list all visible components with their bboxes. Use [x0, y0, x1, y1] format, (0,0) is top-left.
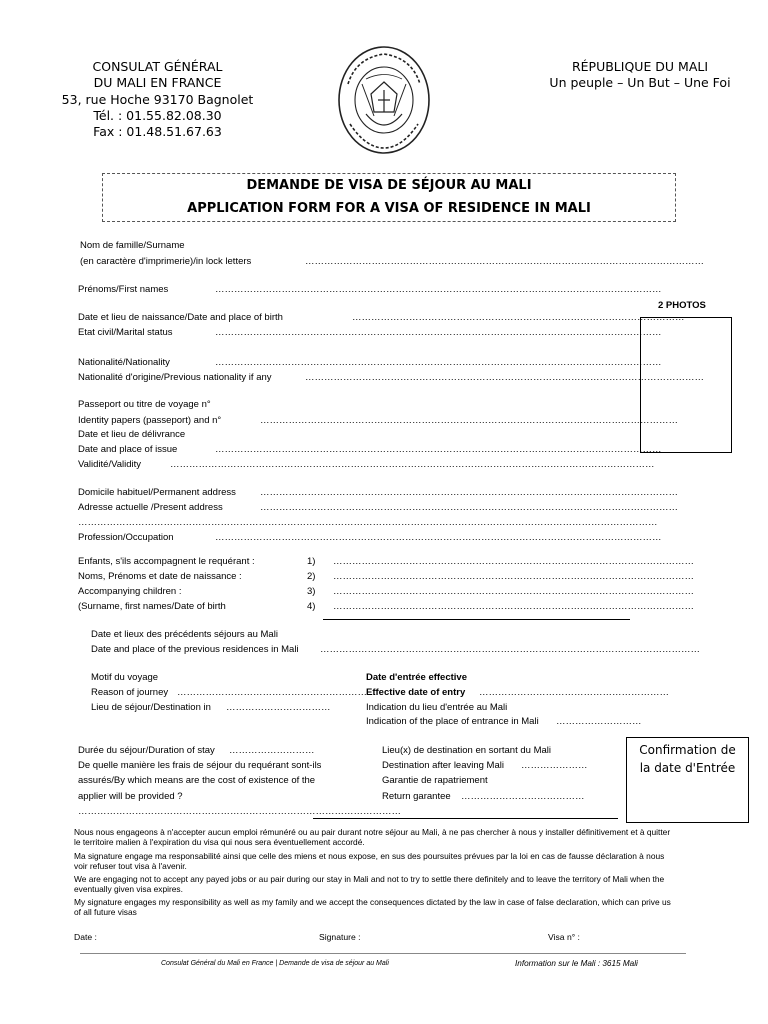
previous-stays-field[interactable]: ………………………………………………………………………………………………………… [320, 644, 700, 655]
field-label: Garantie de rapatriement [382, 775, 488, 786]
header-line: RÉPUBLIQUE DU MALI [571, 59, 709, 74]
field-label: assurés/By which means are the cost of existence of the [78, 775, 316, 786]
field-label: Date et lieux des précédents séjours au Mali [91, 629, 278, 640]
visa-number-label: Visa n° : [548, 932, 580, 942]
field-label: Date d'entrée effective [366, 672, 467, 683]
title-box [102, 173, 676, 222]
confirmation-box[interactable] [626, 737, 749, 823]
field-label: Lieu(x) de destination en sortant du Mali [382, 745, 551, 756]
permanent-address-field[interactable]: …………………………………………………………………………………………………………………… [260, 487, 678, 498]
field-label: Passeport ou titre de voyage n° [78, 399, 211, 410]
header-line: 53, rue Hoche 93170 Bagnolet [61, 91, 254, 107]
field-label: Noms, Prénoms et date de naissance : [78, 571, 242, 582]
field-label: Date et lieu de délivrance [78, 429, 186, 440]
photo-label: 2 PHOTOS [658, 300, 706, 311]
field-label: Indication of the place of entrance in Mali [366, 716, 539, 727]
field-label: Prénoms/First names [78, 284, 169, 295]
consulate-address [40, 59, 275, 140]
field-label: De quelle manière les frais de séjour du requérant sont-ils [78, 760, 322, 771]
field-label: Nationalité d'origine/Previous nationality if any [78, 372, 272, 383]
mali-seal-icon [336, 44, 432, 156]
field-label: Effective date of entry [366, 687, 466, 698]
confirmation-line: Confirmation de [639, 743, 736, 757]
declaration-fr-2: Ma signature engage ma responsabilité ainsi que celle des miens et nous expose, en sus des poursuites prévues par la loi en cas de fausse déclaration à nous voir refuser tout visa à l'avenir. [74, 851, 665, 871]
field-label: Profession/Occupation [78, 532, 174, 543]
motto: Un peuple – Un But – Une Foi [549, 75, 731, 91]
child-field[interactable]: …………………………………………………………………………………………………… [333, 571, 694, 582]
reason-field[interactable]: ……………………………………………………… [177, 687, 377, 698]
field-label: Return garantee [382, 791, 451, 802]
divider [313, 818, 618, 819]
field-label: Accompanying children : [78, 586, 182, 597]
divider [323, 619, 630, 620]
field-label: Destination after leaving Mali [382, 760, 504, 771]
first-names-field[interactable]: …………………………………………………………………………………………………………………………… [215, 284, 662, 295]
passport-field[interactable]: …………………………………………………………………………………………………………………… [260, 415, 678, 426]
signature-label: Signature : [319, 932, 361, 942]
marital-field[interactable]: …………………………………………………………………………………………………………………………… [215, 327, 662, 338]
header-line: DU MALI EN FRANCE [93, 75, 222, 91]
birth-field[interactable]: …………………………………………………………………………………………… [352, 312, 685, 323]
declaration-fr-1: Nous nous engageons à n'accepter aucun emploi rémunéré ou au pair durant notre séjour au Mali, à ne pas chercher à nous y installer définitivement et à quitter le territoire malien à l'expiration du visa qui nous sera éventuellement accordé. [74, 827, 671, 847]
entry-date-field[interactable]: …………………………………………………… [479, 687, 669, 698]
republic-header [535, 59, 745, 92]
child-field[interactable]: …………………………………………………………………………………………………… [333, 586, 694, 597]
field-label: Reason of journey [91, 687, 169, 698]
field-label: Lieu de séjour/Destination in [91, 702, 211, 713]
field-label: Etat civil/Marital status [78, 327, 173, 338]
footer-right: Information sur le Mali : 3615 Mali [515, 959, 638, 968]
field-label: Date et lieu de naissance/Date and place of birth [78, 312, 283, 323]
field-label: Nom de famille/Surname [80, 240, 185, 251]
title-en: APPLICATION FORM FOR A VISA OF RESIDENCE IN MALI [187, 201, 591, 216]
child-number: 3) [307, 586, 316, 597]
field-label: Validité/Validity [78, 459, 142, 470]
child-field[interactable]: …………………………………………………………………………………………………… [333, 601, 694, 612]
entry-place-field[interactable]: ……………………… [556, 716, 642, 727]
child-number: 2) [307, 571, 316, 582]
origin-nationality-field[interactable]: ……………………………………………………………………………………………………………… [305, 372, 704, 383]
field-label: Enfants, s'ils accompagnent le requérant : [78, 556, 255, 567]
destination-field[interactable]: …………………………… [226, 702, 331, 713]
header-line: Tél. : 01.55.82.08.30 [93, 107, 222, 123]
field-label: applier will be provided ? [78, 791, 183, 802]
address-extra-field[interactable]: ………………………………………………………………………………………………………………………………………………………………… [78, 517, 658, 528]
return-guarantee-field[interactable]: ………………………………… [461, 791, 585, 802]
field-label: (en caractère d'imprimerie)/in lock letters [80, 256, 252, 267]
header-line: Fax : 01.48.51.67.63 [93, 124, 222, 140]
child-number: 4) [307, 601, 316, 612]
field-label: Nationalité/Nationality [78, 357, 170, 368]
present-address-field[interactable]: …………………………………………………………………………………………………………………… [260, 502, 678, 513]
exit-destination-field[interactable]: ………………… [521, 760, 588, 771]
field-label: Adresse actuelle /Present address [78, 502, 223, 513]
date-label: Date : [74, 932, 97, 942]
footer-rule [80, 953, 686, 954]
surname-field[interactable]: ……………………………………………………………………………………………………………… [305, 256, 704, 267]
header-line: CONSULAT GÉNÉRAL [92, 59, 223, 74]
footer-left: Consulat Général du Mali en France | Demande de visa de séjour au Mali [161, 960, 389, 967]
declaration-en-2: My signature engages my responsibility as well as my family and we accept the consequences dictated by the law in case of false declaration, which can prive us of all future visas [74, 897, 671, 917]
field-label: Durée du séjour/Duration of stay [78, 745, 215, 756]
field-label: Motif du voyage [91, 672, 159, 683]
title-fr: DEMANDE DE VISA DE SÉJOUR AU MALI [246, 178, 532, 193]
confirmation-line: la date d'Entrée [639, 761, 736, 775]
field-label: Date and place of issue [78, 444, 178, 455]
validity-field[interactable]: ……………………………………………………………………………………………………………………………………… [170, 459, 655, 470]
duration-field[interactable]: ……………………… [229, 745, 315, 756]
field-label: (Surname, first names/Date of birth [78, 601, 226, 612]
means-field[interactable]: ………………………………………………………………………………………… [78, 806, 401, 817]
profession-field[interactable]: …………………………………………………………………………………………………………………………… [215, 532, 662, 543]
field-label: Date and place of the previous residences in Mali [91, 644, 299, 655]
issue-field[interactable]: …………………………………………………………………………………………………………………………… [215, 444, 662, 455]
declaration-en-1: We are engaging not to accept any payed jobs or au pair during our stay in Mali and not to try to settle there definitely and to leave the territory of Mali when the eventually given visa expires. [74, 874, 665, 894]
child-number: 1) [307, 556, 316, 567]
field-label: Indication du lieu d'entrée au Mali [366, 702, 508, 713]
child-field[interactable]: …………………………………………………………………………………………………… [333, 556, 694, 567]
field-label: Identity papers (passeport) and n° [78, 415, 222, 426]
field-label: Domicile habituel/Permanent address [78, 487, 236, 498]
nationality-field[interactable]: …………………………………………………………………………………………………………………………… [215, 357, 662, 368]
